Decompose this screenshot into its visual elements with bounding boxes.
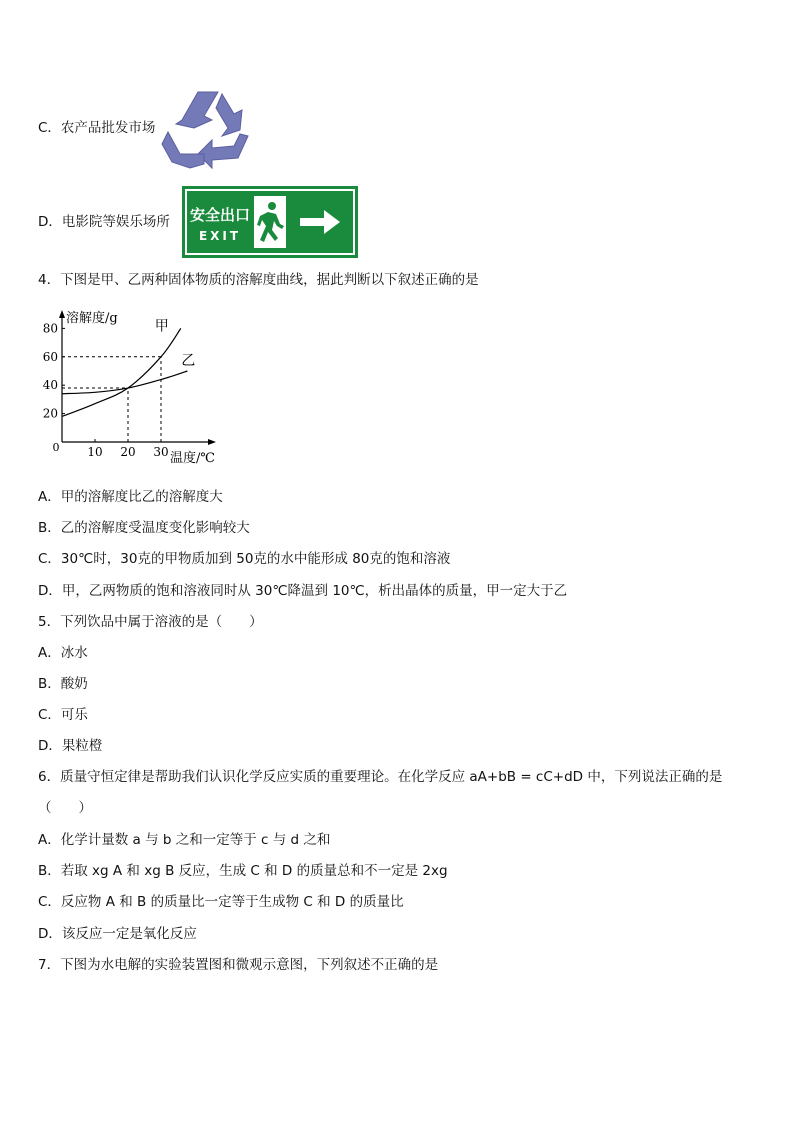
recycle-icon <box>160 84 256 172</box>
x-tick-label: 10 <box>87 445 103 459</box>
q6-option-a: A．化学计量数 a 与 b 之和一定等于 c 与 d 之和 <box>38 832 331 848</box>
y-tick-label: 40 <box>42 378 58 393</box>
exit-sign-image <box>182 186 358 258</box>
q3-option-c: C．农产品批发市场 <box>38 120 156 136</box>
exit-sign-cn: 安全出口 <box>189 206 251 224</box>
q5-option-d: D．果粒橙 <box>38 738 103 754</box>
y-tick-label: 80 <box>42 321 58 336</box>
q3-option-d: D．电影院等娱乐场所 <box>38 214 170 230</box>
q5-option-a: A．冰水 <box>38 645 88 661</box>
q4-option-b: B．乙的溶解度受温度变化影响较大 <box>38 520 250 536</box>
x-axis-arrow <box>208 439 216 445</box>
q6-stem-paren: （ ） <box>38 800 92 816</box>
q4-stem: 4．下图是甲、乙两种固体物质的溶解度曲线，据此判断以下叙述正确的是 <box>38 272 479 288</box>
q6-option-d: D．该反应一定是氧化反应 <box>38 926 197 942</box>
x-tick-label: 20 <box>120 445 136 459</box>
exit-sign-en: EXIT <box>198 229 242 243</box>
q6-option-c: C．反应物 A 和 B 的质量比一定等于生成物 C 和 D 的质量比 <box>38 894 404 910</box>
solubility-chart <box>40 302 230 472</box>
q5-option-b: B．酸奶 <box>38 676 88 692</box>
y-tick-label: 60 <box>42 349 58 364</box>
q6-stem: 6．质量守恒定律是帮助我们认识化学反应实质的重要理论。在化学反应 aA+bB = cC+dD 中，下列说法正确的是 <box>38 769 723 785</box>
series-label: 乙 <box>181 353 196 369</box>
q5-option-c: C．可乐 <box>38 707 88 723</box>
y-axis-arrow <box>59 310 65 318</box>
series-label: 甲 <box>154 318 169 335</box>
origin-label: 0 <box>52 441 60 454</box>
q4-option-c: C．30℃时，30克的甲物质加到 50克的水中能形成 80克的饱和溶液 <box>38 551 451 567</box>
x-tick-label: 30 <box>153 445 169 459</box>
q6-option-b: B．若取 xg A 和 xg B 反应，生成 C 和 D 的质量总和不一定是 2xg <box>38 863 448 879</box>
q5-stem: 5．下列饮品中属于溶液的是（ ） <box>38 614 263 630</box>
x-axis-label: 温度/℃ <box>170 451 215 466</box>
q4-option-a: A．甲的溶解度比乙的溶解度大 <box>38 489 223 505</box>
y-tick-label: 20 <box>42 406 58 421</box>
y-axis-label: 溶解度/g <box>66 311 118 326</box>
q4-option-d: D．甲，乙两物质的饱和溶液同时从 30℃降温到 10℃，析出晶体的质量，甲一定大于乙 <box>38 583 568 599</box>
q7-stem: 7．下图为水电解的实验装置图和微观示意图，下列叙述不正确的是 <box>38 957 439 973</box>
series-jia-curve <box>62 328 181 416</box>
